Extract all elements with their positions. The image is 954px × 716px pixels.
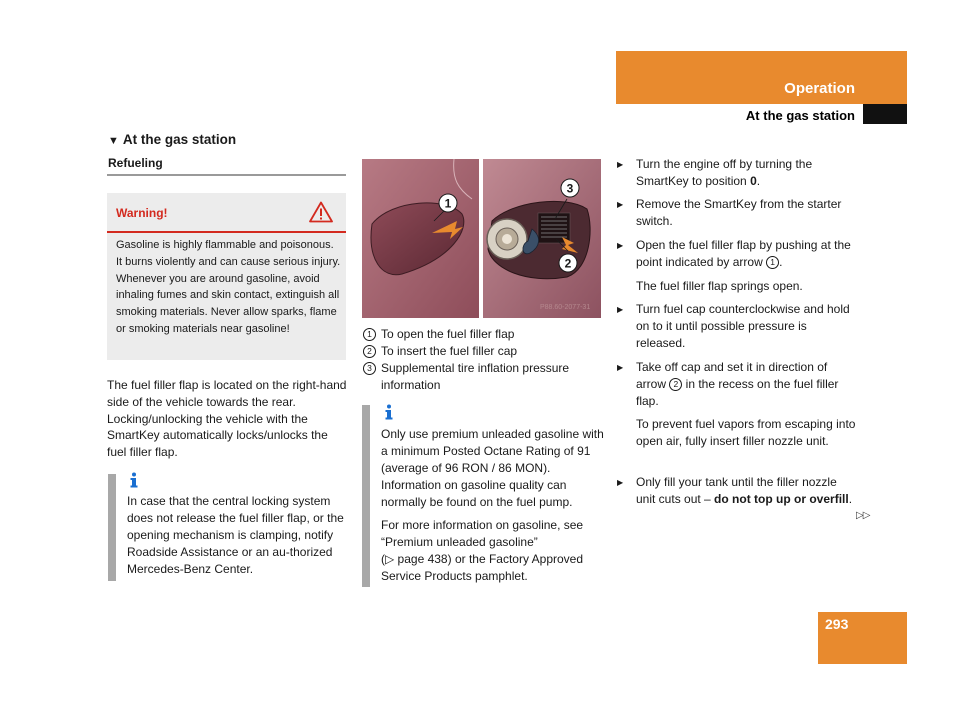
caption-2 bbox=[363, 343, 603, 360]
step-text-end: in the recess on the fuel filler flap. bbox=[636, 377, 839, 408]
subsection-rule bbox=[107, 174, 346, 176]
bullet-triangle-icon: ▶ bbox=[617, 160, 624, 169]
caption-number: 3 bbox=[363, 362, 376, 375]
section-marker bbox=[863, 104, 907, 124]
info-icon bbox=[382, 404, 396, 420]
key-position: 0 bbox=[750, 174, 757, 188]
step-turn-engine-off bbox=[617, 156, 857, 190]
info-bar bbox=[362, 405, 370, 587]
caption-3 bbox=[363, 360, 603, 394]
step-emphasis: do not top up or overfill bbox=[714, 492, 849, 506]
step-text: Turn the engine off by turning the SmartKey to position bbox=[636, 157, 813, 188]
fuel-filler-illustration bbox=[362, 159, 601, 318]
info-text-central-locking: In case that the central locking system does not release the fuel filler flap, or the opening mechanism is clamping, notify Roadside Assistance or an au-thorized Mercedes-Benz Center. bbox=[127, 494, 344, 576]
chapter-title: Operation bbox=[784, 80, 855, 97]
page-number: 293 bbox=[825, 616, 849, 632]
section-title-text: At the gas station bbox=[122, 132, 237, 147]
caption-1 bbox=[363, 326, 603, 343]
svg-text:3: 3 bbox=[566, 181, 574, 196]
caption-number: 2 bbox=[363, 345, 376, 358]
caption-text: Supplemental tire inflation pressure information bbox=[381, 361, 570, 392]
continued-marker-icon: ▷▷ bbox=[856, 510, 870, 521]
svg-text:2: 2 bbox=[564, 256, 572, 271]
step-take-off-cap bbox=[617, 359, 857, 410]
caption-number: 1 bbox=[363, 328, 376, 341]
section-header: At the gas station bbox=[745, 108, 855, 123]
warning-rule bbox=[107, 231, 346, 233]
step-fill-tank bbox=[617, 474, 857, 508]
section-title bbox=[108, 132, 236, 147]
callout-number: 2 bbox=[669, 378, 682, 391]
bullet-triangle-icon: ▶ bbox=[617, 305, 624, 314]
bullet-triangle-icon: ▶ bbox=[617, 241, 624, 250]
step-text: Only fill your tank until the filler nozzle unit cuts out – bbox=[636, 475, 837, 506]
step-text: Remove the SmartKey from the starter switch. bbox=[636, 197, 842, 228]
step-text: Open the fuel filler flap by pushing at the point indicated by arrow bbox=[636, 238, 851, 269]
note-flap-springs-open: The fuel filler flap springs open. bbox=[636, 279, 803, 293]
page-reference-link[interactable]: (▷ page 438) or the Factory Approved Service Products pamphlet. bbox=[381, 552, 584, 583]
step-remove-key bbox=[617, 196, 857, 230]
warning-box bbox=[107, 193, 346, 360]
warning-label: Warning! bbox=[116, 206, 168, 220]
warning-text: Gasoline is highly flammable and poisonous. It burns violently and can cause serious injury. Whenever you are around gasoline, avoid inhaling fumes and skin contact, extinguish all smoking materials. Never allow sparks, flame or smoking materials near gasoline! bbox=[116, 239, 341, 335]
triangle-down-icon: ▼ bbox=[108, 135, 119, 147]
step-text: Turn fuel cap counterclockwise and hold on to it until possible pressure is released. bbox=[636, 302, 850, 350]
note-fuel-vapors: To prevent fuel vapors from escaping into open air, fully insert filler nozzle unit. bbox=[636, 417, 856, 448]
caption-text: To open the fuel filler flap bbox=[381, 327, 515, 341]
image-code: P88.60-2077-31 bbox=[540, 304, 591, 311]
bullet-triangle-icon: ▶ bbox=[617, 363, 624, 372]
info-icon bbox=[127, 472, 141, 488]
callout-number: 1 bbox=[766, 256, 779, 269]
info-text-more-info bbox=[381, 517, 606, 585]
fuel-flap-paragraph: The fuel filler flap is located on the right-hand side of the vehicle towards the rear. Locking/unlocking the vehicle with the SmartKey automatically locks/unlocks the fuel filler flap. bbox=[107, 378, 347, 460]
bullet-triangle-icon: ▶ bbox=[617, 478, 624, 487]
subsection-title: Refueling bbox=[108, 156, 163, 170]
step-open-flap bbox=[617, 237, 857, 271]
callout-3 bbox=[561, 179, 579, 197]
info-bar bbox=[108, 474, 116, 581]
info-text-octane: Only use premium unleaded gasoline with a minimum Posted Octane Rating of 91 (average of 96 RON / 86 MON). Information on gasoline quality can normally be found on the fuel pump. bbox=[381, 427, 604, 509]
callout-2 bbox=[559, 254, 577, 272]
warning-triangle-icon bbox=[309, 201, 333, 223]
caption-text: To insert the fuel filler cap bbox=[381, 344, 518, 358]
warning-header bbox=[107, 193, 346, 231]
bullet-triangle-icon: ▶ bbox=[617, 200, 624, 209]
callout-1 bbox=[439, 194, 457, 212]
info-more-text: For more information on gasoline, see “Premium unleaded gasoline” bbox=[381, 518, 584, 549]
step-text-end: . bbox=[756, 174, 761, 188]
step-text-end: . bbox=[779, 255, 783, 269]
svg-text:1: 1 bbox=[444, 196, 452, 211]
step-text-end: . bbox=[848, 492, 853, 506]
step-turn-fuel-cap bbox=[617, 301, 857, 352]
fuel-filler-drawing bbox=[362, 159, 601, 318]
step-text: Take off cap and set it in direction of arrow bbox=[636, 360, 828, 391]
